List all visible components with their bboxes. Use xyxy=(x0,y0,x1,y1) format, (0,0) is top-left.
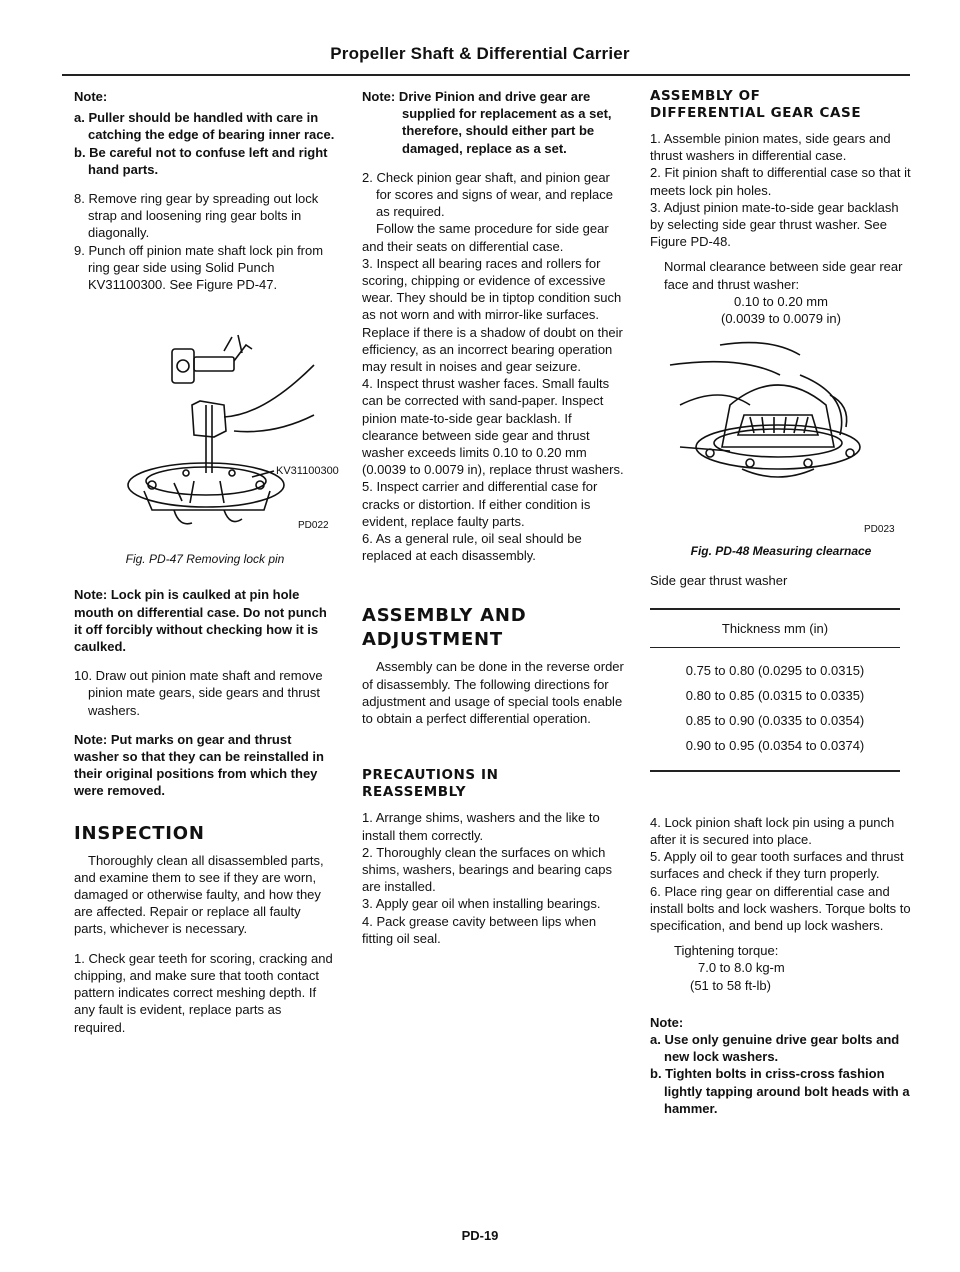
step-9: 9. Punch off pinion mate shaft lock pin from ring gear side using Solid Punch KV31100300. See Figure PD-47. xyxy=(74,242,324,293)
gear-case-heading-line2: DIFFERENTIAL GEAR CASE xyxy=(650,105,862,121)
torque-label: Tightening torque: xyxy=(674,943,779,959)
thrust-washer-table xyxy=(650,608,900,772)
note-label: Note: xyxy=(650,1014,684,1030)
precaution-2: 2. Thoroughly clean the surfaces on which shims, washers, bearings and bearing caps are installed. xyxy=(362,844,613,895)
torque-ftlb: (51 to 58 ft-lb) xyxy=(690,977,771,993)
case-step-6: 6. Place ring gear on differential case and install bolts and lock washers. Torque bolts to specification, and bend up lock washers. xyxy=(650,883,911,934)
precaution-3: 3. Apply gear oil when installing bearings. xyxy=(362,896,601,912)
column-middle xyxy=(362,88,626,959)
table-title: Side gear thrust washer xyxy=(650,573,788,589)
inspection-step-2: 2. Check pinion gear shaft, and pinion gear for scores and signs of wear, and replace as required. xyxy=(362,169,614,220)
inspection-step-2b: Follow the same procedure for side gear and their seats on differential case. xyxy=(362,221,609,254)
precaution-1: 1. Arrange shims, washers and the like to install them correctly. xyxy=(362,810,600,843)
figure-pd48 xyxy=(650,335,912,535)
note-b: b. Tighten bolts in criss-cross fashion lightly tapping around bolt heads with a hammer. xyxy=(650,1066,910,1116)
figure-caption: Fig. PD-47 Removing lock pin xyxy=(125,552,285,567)
figure-pd47 xyxy=(74,305,339,535)
page-number: PD-19 xyxy=(461,1228,499,1243)
precautions-heading-line1: PRECAUTIONS IN xyxy=(362,767,499,784)
assembly-heading-line2: ADJUSTMENT xyxy=(362,629,503,651)
case-step-5: 5. Apply oil to gear tooth surfaces and thrust surfaces and check if they turn properly. xyxy=(650,849,904,882)
table-row: 0.75 to 0.80 (0.0295 to 0.0315) xyxy=(685,662,865,678)
table-row: 0.80 to 0.85 (0.0315 to 0.0335) xyxy=(685,687,865,703)
table-header: Thickness mm (in) xyxy=(650,609,900,648)
figure-caption: Fig. PD-48 Measuring clearnace xyxy=(690,544,872,559)
inspection-step-4: 4. Inspect thrust washer faces. Small faults can be corrected with sand-paper. Inspect pinion mate-to-side gear backlash. If clearance between side gear and thrust washer exceeds limits 0.10 to 0.20 mm (0.0039 to 0.0079 in), replace thrust washers. xyxy=(362,376,624,478)
case-step-1: 1. Assemble pinion mates, side gears and thrust washers in differential case. xyxy=(650,131,891,164)
note-b: b. Be careful not to confuse left and right hand parts. xyxy=(74,144,328,177)
header-rule xyxy=(62,74,910,76)
table-row: 0.90 to 0.95 (0.0354 to 0.0374) xyxy=(650,733,900,771)
figure-code: PD023 xyxy=(864,524,895,536)
clearance-label: Normal clearance between side gear rear face and thrust washer: xyxy=(664,259,903,292)
note-a: a. Use only genuine drive gear bolts and new lock washers. xyxy=(650,1032,900,1065)
case-step-2: 2. Fit pinion shaft to differential case so that it meets lock pin holes. xyxy=(650,165,911,198)
case-step-3: 3. Adjust pinion mate-to-side gear backlash by selecting side gear thrust washer. See Figure PD-48. xyxy=(650,199,899,250)
clearance-in: (0.0039 to 0.0079 in) xyxy=(721,311,841,327)
assembly-heading-line1: ASSEMBLY AND xyxy=(362,605,527,627)
note-lock-pin: Note: Lock pin is caulked at pin hole mouth on differential case. Do not punch it off forcibly without checking how it is caulked. xyxy=(74,587,327,655)
step-10: 10. Draw out pinion mate shaft and remove pinion mate gears, side gears and thrust washers. xyxy=(74,668,323,718)
gear-case-heading-line1: ASSEMBLY OF xyxy=(650,88,761,104)
assembly-text: Assembly can be done in the reverse order of disassembly. The following directions for adjustment and usage of special tools enable to obtain a perfect differential operation. xyxy=(362,659,624,727)
column-left xyxy=(74,88,339,1048)
inspection-text: Thoroughly clean all disassembled parts, and examine them to see if they are worn, damaged or otherwise faulty, and how they are affected. Repair or replace all faulty parts, whichever is necessary. xyxy=(74,852,324,937)
tool-label: KV31100300 xyxy=(276,465,339,478)
precaution-4: 4. Pack grease cavity between lips when fitting oil seal. xyxy=(362,913,597,946)
note-drive-pinion: Note: Drive Pinion and drive gear are supplied for replacement as a set, therefore, should either part be damaged, replace as a set. xyxy=(362,89,612,156)
note-marks: Note: Put marks on gear and thrust washer so that they can be reinstalled in their original positions from which they were removed. xyxy=(74,731,324,799)
note-a: a. Puller should be handled with care in catching the edge of bearing inner race. xyxy=(74,110,335,143)
note-label: Note: xyxy=(74,89,108,104)
case-step-4: 4. Lock pinion shaft lock pin using a punch after it is secured into place. xyxy=(650,814,895,848)
clearance-measurement-illustration xyxy=(650,335,912,535)
inspection-step-6: 6. As a general rule, oil seal should be replaced at each disassembly. xyxy=(362,531,582,564)
inspection-step-1: 1. Check gear teeth for scoring, cracking and chipping, and make sure that tooth contact pattern indicates correct meshing depth. If any fault is evident, replace parts as required. xyxy=(74,950,333,1035)
clearance-mm: 0.10 to 0.20 mm xyxy=(734,293,828,309)
inspection-heading: INSPECTION xyxy=(74,822,205,844)
inspection-step-5: 5. Inspect carrier and differential case for cracks or distortion. If either condition is evident, replace faulty parts. xyxy=(362,479,598,529)
table-row: 0.85 to 0.90 (0.0335 to 0.0354) xyxy=(685,712,865,728)
lock-pin-removal-illustration xyxy=(74,305,336,535)
figure-code: PD022 xyxy=(298,520,329,532)
torque-kgm: 7.0 to 8.0 kg-m xyxy=(698,960,785,976)
inspection-step-3: 3. Inspect all bearing races and rollers for scoring, chipping or evidence of excessive wear. They should be in tiptop condition such as not worn and with mirror-like surfaces. Replace if there is a shadow of doubt on their efficiency, as an incorrect bearing operation may result in noises and gear seizure. xyxy=(362,255,623,375)
page-header: Propeller Shaft & Differential Carrier xyxy=(330,44,630,63)
step-8: 8. Remove ring gear by spreading out lock strap and loosening ring gear bolts in diagonally. xyxy=(74,191,319,241)
precautions-heading-line2: REASSEMBLY xyxy=(362,784,467,801)
column-right xyxy=(650,88,912,1129)
